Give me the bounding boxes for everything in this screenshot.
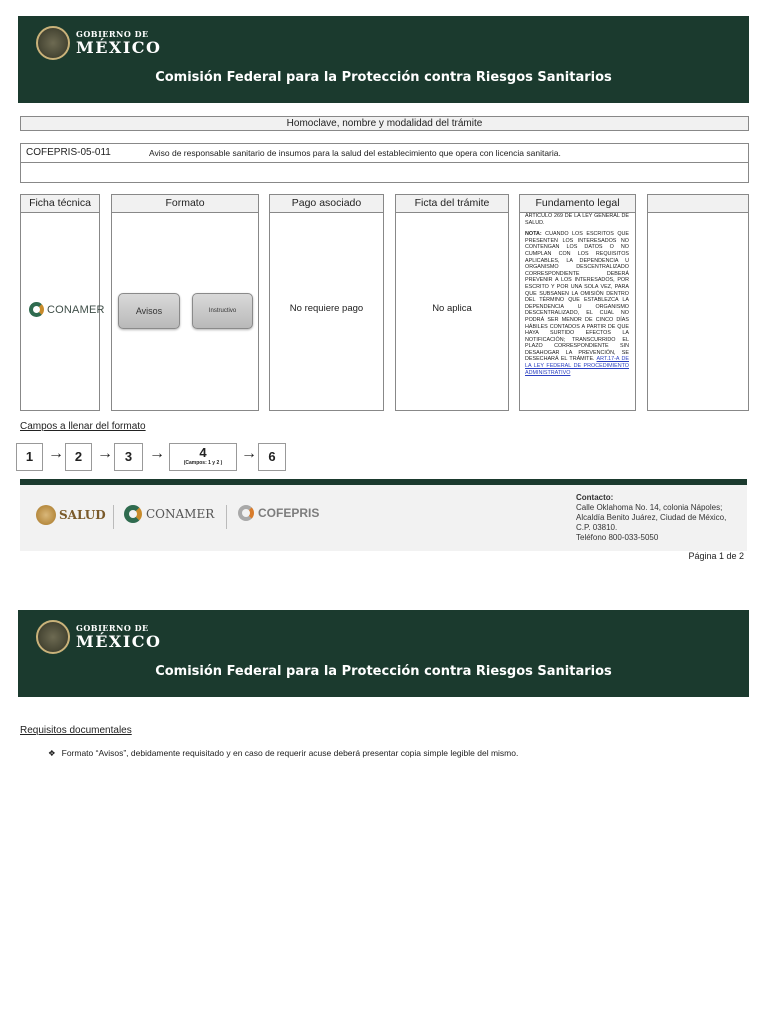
cofepris-logo [238,505,319,521]
conamer-label: CONAMER [47,303,105,316]
legal-nota [525,231,629,376]
conamer-footer-logo [124,505,214,523]
step-3[interactable]: 3 [114,443,143,471]
step-6[interactable]: 6 [258,443,286,471]
gobierno-label: GOBIERNO DE [76,623,149,633]
arrow-icon: → [149,445,165,462]
salud-logo [36,505,106,525]
step-4[interactable] [169,443,237,471]
agency-title: Comisión Federal para la Protección contra Riesgos Sanitarios [155,70,612,85]
step-2[interactable]: 2 [65,443,92,471]
contact-line: Calle Oklahoma No. 14, colonia Nápoles; [576,503,723,512]
formato-cell [111,213,259,411]
contact-title: Contacto: [576,493,614,502]
step-4-number: 4 [199,445,207,460]
mexico-seal-icon [36,620,70,654]
mexico-label: MÉXICO [76,38,162,57]
salud-label: SALUD [59,508,106,522]
campos-link[interactable]: Campos a llenar del formato [20,421,146,432]
step-4-sub: (Campos: 1 y 2 ) [183,460,223,466]
agency-title: Comisión Federal para la Protección contra Riesgos Sanitarios [155,664,612,679]
contact-line: Alcaldía Benito Juárez, Ciudad de México, [576,513,727,522]
ficta-value: No aplica [432,303,472,314]
contact-block [576,493,726,543]
pago-cell [269,213,384,411]
legal-link[interactable]: ART.17-A DE LA LEY FEDERAL DE PROCEDIMIENTO ADMINISTRATIVO [525,356,629,376]
tramite-blank-row [20,163,749,183]
col-header-pago: Pago asociado [269,194,384,213]
tramite-code: COFEPRIS-05-011 [26,147,111,158]
gobierno-label: GOBIERNO DE [76,29,149,39]
mexico-seal-icon [36,26,70,60]
ficha-cell [20,213,105,411]
tramite-description: Aviso de responsable sanitario de insumos para la salud del establecimiento que opera con licencia sanitaria. [149,148,561,158]
salud-seal-icon [36,505,56,525]
ficta-cell [395,213,509,411]
legal-text [525,213,629,410]
col-header-ficta: Ficta del trámite [395,194,509,213]
pago-value: No requiere pago [289,303,364,314]
conamer-ficha-link[interactable] [29,302,105,317]
instructivo-button[interactable]: Instructivo [192,293,253,329]
conamer-icon [124,505,142,523]
arrow-icon: → [241,445,257,462]
avisos-button[interactable]: Avisos [118,293,180,329]
tramite-row [20,143,749,163]
legal-article: ARTÍCULO 269 DE LA LEY GENERAL DE SALUD. [525,213,629,226]
arrow-icon: → [48,445,64,462]
page-number: Página 1 de 2 [688,551,744,561]
tramite-header: Homoclave, nombre y modalidad del trámite [20,116,749,131]
requisito-text: Formato “Avisos”, debidamente requisitado y en caso de requerir acuse deberá presentar copia simple legible del mismo. [61,748,519,758]
gobierno-logo [36,620,161,654]
col-header-empty [647,194,749,213]
conamer-footer-label: CONAMER [146,507,215,521]
step-1[interactable]: 1 [16,443,43,471]
requisitos-title: Requisitos documentales [20,725,132,736]
contact-line: C.P. 03810. [576,523,618,532]
cofepris-label: COFEPRIS [258,506,320,520]
empty-cell [647,213,749,411]
nota-text: CUANDO LOS ESCRITOS QUE PRESENTEN LOS INTERESADOS NO CONTENGAN LOS DATOS O NO CUMPLAN CON LOS REQUISITOS APLICABLES, LA DEPENDENCIA U ORGANISMO DESCENTRALIZADO CORRESPONDIENTE DEBERÁ PREVENIR A LOS INTERESADOS, POR ESCRITO Y POR UNA SOLA VEZ, PARA QUE SUBSANEN LA OMISIÓN DENTRO DEL TÉRMINO QUE ESTABLEZCA LA DEPENDENCIA U ORGANISMO DESCENTRALIZADO, EL CUAL NO PODRÁ SER MENOR DE CINCO DÍAS HÁBILES CONTADOS A PARTIR DE QUE HAYA SURTIDO EFECTOS LA NOTIFICACIÓN; TRANSCURRIDO EL PLAZO CORRESPONDIENTE SIN DESAHOGAR LA PREVENCIÓN, SE DESECHARÁ EL TRÁMITE. [525,231,629,363]
gobierno-logo [36,26,161,60]
footer [20,485,747,551]
cofepris-icon [238,505,254,521]
footer-divider [226,505,227,529]
col-header-ficha: Ficha técnica [20,194,100,213]
mexico-label: MÉXICO [76,632,162,651]
diamond-bullet-icon: ❖ [48,748,56,758]
col-header-fundamento: Fundamento legal [519,194,636,213]
conamer-icon [29,302,44,317]
header-banner-page-2 [18,610,749,697]
col-header-formato: Formato [111,194,259,213]
arrow-icon: → [97,445,113,462]
contact-phone: Teléfono 800-033-5050 [576,533,659,542]
requisito-item [48,748,518,759]
header-banner [18,16,749,103]
footer-divider [113,505,114,529]
fundamento-cell [519,213,636,411]
nota-label: NOTA: [525,231,542,238]
